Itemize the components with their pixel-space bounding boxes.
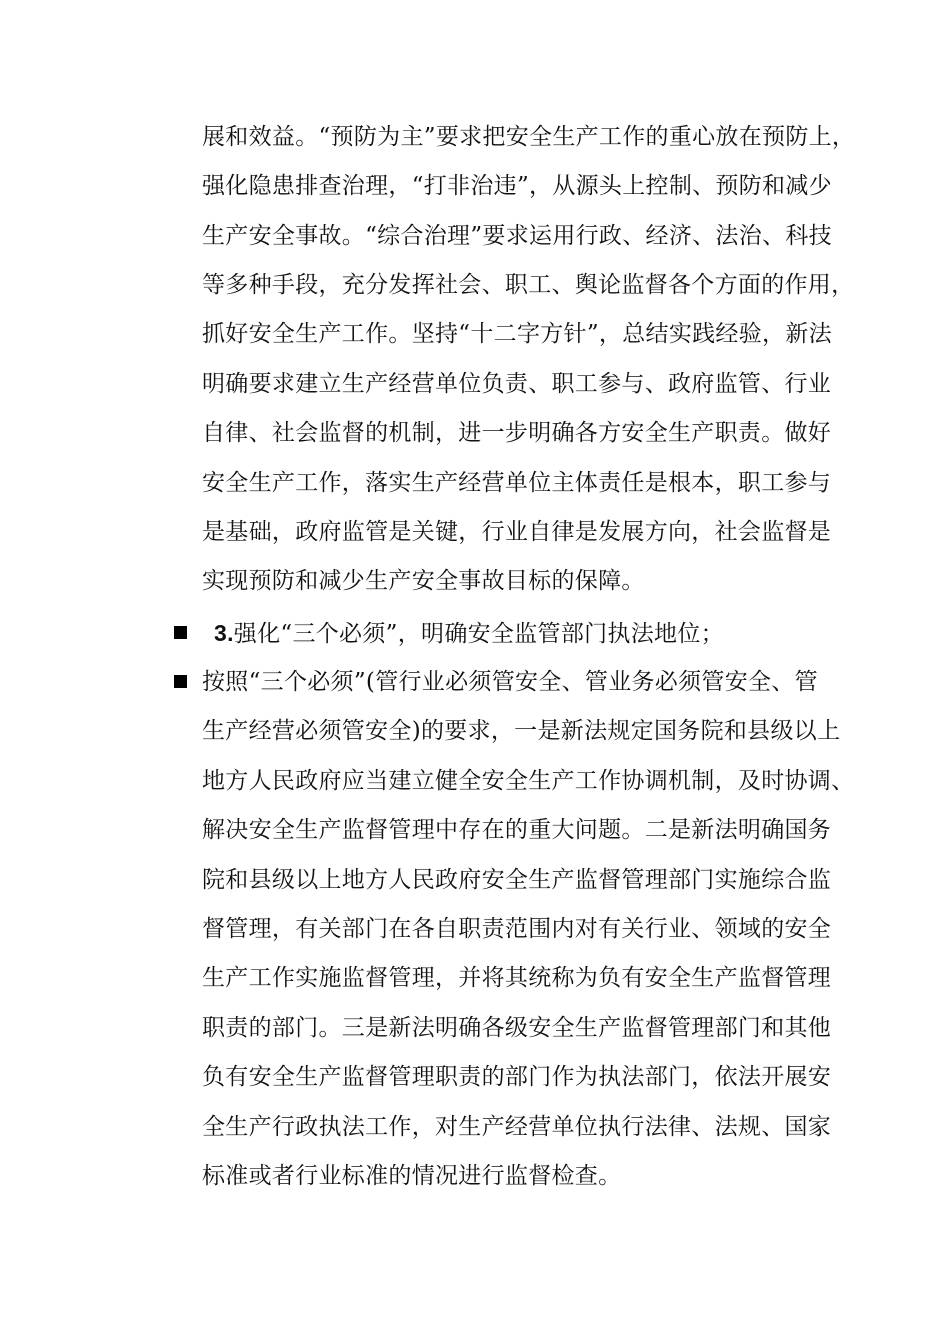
paragraph-line: 抓好安全生产工作。坚持“十二字方针”，总结实践经验，新法 — [202, 321, 832, 347]
bullet-number: 3. — [214, 620, 234, 646]
paragraph-line: 自律、社会监督的机制，进一步明确各方安全生产职责。做好 — [202, 420, 832, 446]
paragraph-line: 督管理，有关部门在各自职责范围内对有关行业、领域的安全 — [202, 916, 832, 942]
paragraph-line: 安全生产工作，落实生产经营单位主体责任是根本，职工参与 — [202, 470, 832, 496]
paragraph-line: 解决安全生产监督管理中存在的重大问题。二是新法明确国务 — [202, 817, 832, 843]
paragraph-line: 生产工作实施监督管理，并将其统称为负有安全生产监督管理 — [202, 965, 832, 991]
paragraph-line: 实现预防和减少生产安全事故目标的保障。 — [202, 568, 645, 594]
paragraph-line: 是基础，政府监管是关键，行业自律是发展方向，社会监督是 — [202, 519, 832, 545]
paragraph-line: 职责的部门。三是新法明确各级安全生产监督管理部门和其他 — [202, 1015, 832, 1041]
paragraph-line: 强化隐患排查治理，“打非治违”，从源头上控制、预防和减少 — [202, 173, 832, 199]
paragraph-line: 展和效益。“预防为主”要求把安全生产工作的重心放在预防上， — [202, 124, 856, 150]
bullet-square-icon — [174, 626, 187, 639]
paragraph-line: 负有安全生产监督管理职责的部门作为执法部门，依法开展安 — [202, 1064, 832, 1090]
bullet-square-icon — [174, 675, 187, 688]
bullet-heading-text: 强化“三个必须”，明确安全监管部门执法地位； — [233, 621, 724, 647]
paragraph-line: 生产安全事故。“综合治理”要求运用行政、经济、法治、科技 — [202, 223, 832, 249]
paragraph-line: 等多种手段，充分发挥社会、职工、舆论监督各个方面的作用， — [202, 272, 855, 298]
bullet-heading — [202, 618, 724, 648]
paragraph-line: 明确要求建立生产经营单位负责、职工参与、政府监管、行业 — [202, 371, 832, 397]
paragraph-line: 标准或者行业标准的情况进行监督检查。 — [202, 1163, 622, 1189]
paragraph-line: 全生产行政执法工作，对生产经营单位执行法律、法规、国家 — [202, 1114, 832, 1140]
paragraph-line: 地方人民政府应当建立健全安全生产工作协调机制，及时协调、 — [202, 768, 855, 794]
paragraph-line: 院和县级以上地方人民政府安全生产监督管理部门实施综合监 — [202, 867, 832, 893]
paragraph-line: 按照“三个必须”(管行业必须管安全、管业务必须管安全、管 — [202, 669, 818, 695]
paragraph-line: 生产经营必须管安全)的要求，一是新法规定国务院和县级以上 — [202, 718, 841, 744]
